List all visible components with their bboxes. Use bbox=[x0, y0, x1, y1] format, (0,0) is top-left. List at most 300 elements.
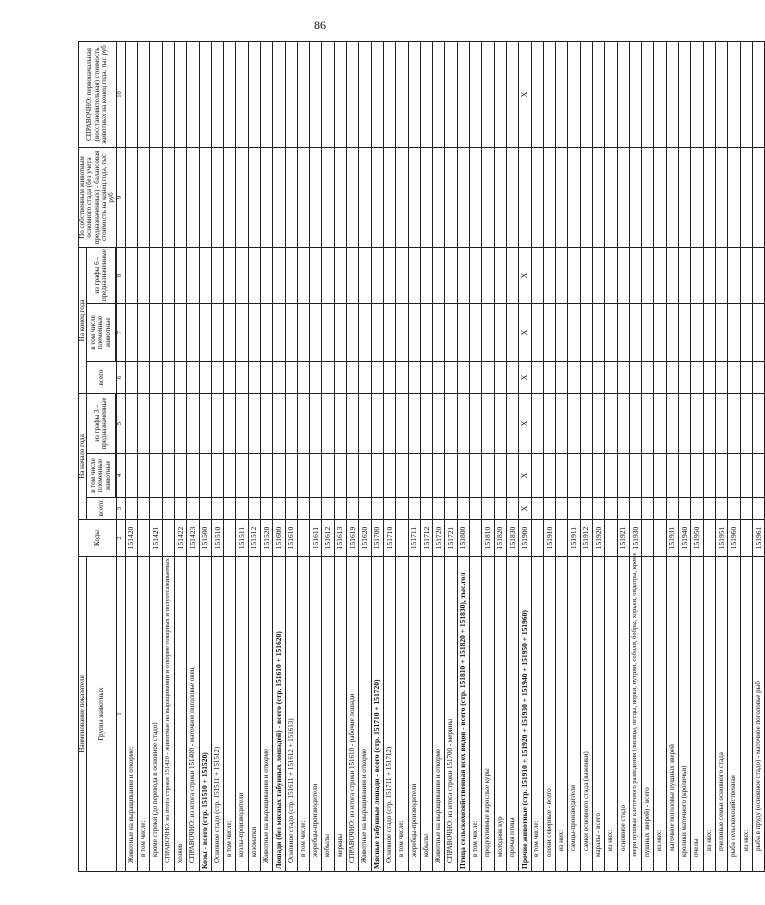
value-cell bbox=[396, 303, 408, 361]
value-cell bbox=[248, 453, 260, 497]
row-label: СПРАВОЧНО: из итога строки 151420 - животные на выращивании и откорме товарных и полуотсаживаемых bbox=[162, 556, 174, 871]
table-row bbox=[396, 41, 408, 871]
value-cell bbox=[740, 393, 752, 453]
value-cell bbox=[420, 453, 432, 497]
value-cell bbox=[580, 247, 592, 303]
value-cell bbox=[187, 361, 199, 393]
row-code bbox=[605, 519, 617, 556]
value-cell bbox=[605, 41, 617, 147]
table-row bbox=[347, 41, 359, 871]
value-cell bbox=[506, 361, 518, 393]
value-cell bbox=[297, 497, 309, 519]
value-cell bbox=[297, 393, 309, 453]
row-code bbox=[224, 519, 236, 556]
value-cell bbox=[445, 497, 457, 519]
table-area bbox=[78, 42, 763, 872]
row-label: в том числе: bbox=[531, 556, 543, 871]
value-cell bbox=[383, 361, 395, 393]
value-cell bbox=[543, 497, 555, 519]
row-label: из них: bbox=[605, 556, 617, 871]
value-cell bbox=[334, 303, 346, 361]
row-label: из них: bbox=[654, 556, 666, 871]
value-cell bbox=[752, 147, 764, 247]
value-cell bbox=[433, 453, 445, 497]
row-label: в том числе: bbox=[470, 556, 482, 871]
value-cell bbox=[138, 303, 150, 361]
row-label: жеребцы-производители bbox=[408, 556, 420, 871]
row-label: СПРАВОЧНО: из итога строки 151400 - маточное поголовье овец bbox=[187, 556, 199, 871]
row-code: 151920 bbox=[593, 519, 605, 556]
value-cell bbox=[150, 247, 162, 303]
value-cell bbox=[174, 361, 186, 393]
row-label: Прочие животные (стр. 151910 + 151920 + 151930 + 151940 + 151950 + 151960) bbox=[519, 556, 531, 871]
value-cell bbox=[199, 497, 211, 519]
value-cell bbox=[482, 41, 494, 147]
value-cell bbox=[334, 41, 346, 147]
value-cell bbox=[138, 453, 150, 497]
table-row bbox=[150, 41, 162, 871]
table-row bbox=[248, 41, 260, 871]
value-cell bbox=[347, 147, 359, 247]
value-cell bbox=[642, 361, 654, 393]
value-cell bbox=[371, 361, 383, 393]
value-cell bbox=[371, 453, 383, 497]
value-cell bbox=[162, 147, 174, 247]
value-cell bbox=[691, 361, 703, 393]
row-code: 151511 bbox=[236, 519, 248, 556]
value-cell bbox=[629, 453, 641, 497]
value-cell bbox=[125, 303, 137, 361]
value-cell bbox=[408, 41, 420, 147]
value-cell bbox=[715, 247, 727, 303]
value-cell bbox=[359, 247, 371, 303]
value-cell bbox=[273, 453, 285, 497]
value-cell bbox=[199, 453, 211, 497]
value-cell bbox=[211, 147, 223, 247]
page-number: 86 bbox=[314, 18, 326, 32]
value-cell bbox=[617, 497, 629, 519]
value-cell bbox=[211, 393, 223, 453]
value-cell bbox=[199, 41, 211, 147]
value-cell bbox=[629, 393, 641, 453]
value-cell bbox=[482, 303, 494, 361]
value-cell bbox=[162, 41, 174, 147]
value-cell bbox=[199, 247, 211, 303]
value-cell bbox=[482, 247, 494, 303]
value-cell bbox=[150, 303, 162, 361]
row-code: 151620 bbox=[359, 519, 371, 556]
value-cell bbox=[322, 497, 334, 519]
value-cell bbox=[359, 147, 371, 247]
value-cell bbox=[617, 393, 629, 453]
col-number: 5 bbox=[116, 393, 125, 453]
table-row bbox=[654, 41, 666, 871]
value-cell bbox=[199, 361, 211, 393]
indicator-header: Наименование показателя bbox=[79, 556, 87, 871]
value-cell bbox=[531, 247, 543, 303]
value-cell bbox=[556, 361, 568, 393]
rotated-table-wrapper bbox=[78, 42, 763, 872]
table-row bbox=[310, 41, 322, 871]
value-cell bbox=[752, 361, 764, 393]
value-cell: X bbox=[519, 361, 531, 393]
table-row bbox=[174, 41, 186, 871]
value-cell bbox=[297, 453, 309, 497]
value-cell bbox=[568, 303, 580, 361]
value-cell bbox=[679, 247, 691, 303]
value-cell bbox=[605, 303, 617, 361]
table-row bbox=[187, 41, 199, 871]
row-code: 151950 bbox=[691, 519, 703, 556]
value-cell bbox=[285, 393, 297, 453]
row-code: 151520 bbox=[260, 519, 272, 556]
value-cell bbox=[408, 361, 420, 393]
value-cell bbox=[187, 41, 199, 147]
value-cell bbox=[224, 41, 236, 147]
row-label: прочая птица bbox=[506, 556, 518, 871]
value-cell bbox=[445, 247, 457, 303]
row-code bbox=[703, 519, 715, 556]
value-cell bbox=[162, 453, 174, 497]
value-cell bbox=[629, 147, 641, 247]
value-cell bbox=[728, 303, 740, 361]
value-cell bbox=[556, 453, 568, 497]
row-label: козлы-производители bbox=[236, 556, 248, 871]
value-cell bbox=[568, 247, 580, 303]
value-cell bbox=[691, 497, 703, 519]
value-cell bbox=[420, 361, 432, 393]
row-code bbox=[556, 519, 568, 556]
table-row bbox=[457, 41, 469, 871]
value-cell bbox=[728, 147, 740, 247]
row-label: Козы - всего (стр. 151510 + 151520) bbox=[199, 556, 211, 871]
value-cell bbox=[248, 247, 260, 303]
table-row bbox=[703, 41, 715, 871]
value-cell bbox=[383, 303, 395, 361]
row-code: 151961 bbox=[752, 519, 764, 556]
value-cell bbox=[383, 453, 395, 497]
value-cell bbox=[125, 147, 137, 247]
table-row bbox=[543, 41, 555, 871]
value-cell bbox=[236, 393, 248, 453]
row-label: пчелы bbox=[691, 556, 703, 871]
row-code: 151612 bbox=[322, 519, 334, 556]
table-row bbox=[383, 41, 395, 871]
value-cell bbox=[457, 393, 469, 453]
row-label: звери пушные клеточного разведения (лисицы, песцы, норки, нутрии, соболи, бобры, хорьки, ондатры, кроме bbox=[629, 556, 641, 871]
table-row bbox=[679, 41, 691, 871]
value-cell bbox=[433, 41, 445, 147]
value-cell bbox=[494, 453, 506, 497]
value-cell bbox=[482, 393, 494, 453]
value-cell bbox=[666, 247, 678, 303]
value-cell bbox=[347, 497, 359, 519]
value-cell bbox=[457, 247, 469, 303]
value-cell bbox=[691, 303, 703, 361]
row-label: Основное стадо (стр. 151711 + 151712) bbox=[383, 556, 395, 871]
table-row bbox=[138, 41, 150, 871]
table-row bbox=[629, 41, 641, 871]
value-cell bbox=[285, 247, 297, 303]
value-cell bbox=[125, 247, 137, 303]
value-cell bbox=[260, 303, 272, 361]
table-row bbox=[285, 41, 297, 871]
row-label: рыба сельскохозяйственная bbox=[728, 556, 740, 871]
value-cell bbox=[728, 41, 740, 147]
value-cell bbox=[187, 147, 199, 247]
value-cell bbox=[629, 247, 641, 303]
table-row bbox=[470, 41, 482, 871]
row-code: 151820 bbox=[494, 519, 506, 556]
row-label: Животные на выращивании и откорме bbox=[433, 556, 445, 871]
value-cell bbox=[347, 393, 359, 453]
value-cell bbox=[322, 361, 334, 393]
value-cell bbox=[482, 147, 494, 247]
table-row bbox=[420, 41, 432, 871]
value-cell bbox=[187, 497, 199, 519]
value-cell bbox=[285, 453, 297, 497]
value-cell bbox=[531, 497, 543, 519]
value-cell bbox=[445, 41, 457, 147]
table-row bbox=[752, 41, 764, 871]
value-cell bbox=[273, 393, 285, 453]
row-code: 151720 bbox=[433, 519, 445, 556]
value-cell bbox=[556, 303, 568, 361]
value-cell bbox=[556, 247, 568, 303]
value-cell bbox=[629, 303, 641, 361]
value-cell bbox=[138, 497, 150, 519]
col-number: 8 bbox=[116, 247, 125, 303]
value-cell bbox=[494, 247, 506, 303]
row-label: Мясные табунные лошади - всего (стр. 151710 + 151720) bbox=[371, 556, 383, 871]
value-cell bbox=[752, 497, 764, 519]
row-label: самцы-производители bbox=[568, 556, 580, 871]
value-cell bbox=[420, 303, 432, 361]
row-label: в том числе: bbox=[224, 556, 236, 871]
value-cell bbox=[322, 453, 334, 497]
value-cell bbox=[691, 393, 703, 453]
value-cell bbox=[703, 497, 715, 519]
value-cell bbox=[494, 303, 506, 361]
value-cell bbox=[605, 147, 617, 247]
value-cell bbox=[519, 147, 531, 247]
table-row bbox=[740, 41, 752, 871]
value-cell bbox=[433, 303, 445, 361]
value-cell bbox=[433, 393, 445, 453]
row-label: хозяев bbox=[174, 556, 186, 871]
value-cell bbox=[605, 247, 617, 303]
value-cell bbox=[543, 147, 555, 247]
value-cell bbox=[740, 247, 752, 303]
value-cell bbox=[347, 361, 359, 393]
row-label: молодняк кур bbox=[494, 556, 506, 871]
col-number: 7 bbox=[116, 303, 125, 361]
value-cell bbox=[728, 247, 740, 303]
value-cell bbox=[715, 453, 727, 497]
value-cell bbox=[531, 41, 543, 147]
value-cell bbox=[322, 247, 334, 303]
value-cell bbox=[666, 497, 678, 519]
row-code: 151710 bbox=[383, 519, 395, 556]
value-cell bbox=[654, 497, 666, 519]
value-cell bbox=[334, 497, 346, 519]
value-cell bbox=[150, 393, 162, 453]
value-cell bbox=[642, 393, 654, 453]
value-cell bbox=[248, 41, 260, 147]
value-cell bbox=[334, 361, 346, 393]
table-row bbox=[605, 41, 617, 871]
table-row bbox=[506, 41, 518, 871]
value-cell bbox=[531, 147, 543, 247]
value-cell bbox=[593, 147, 605, 247]
value-cell: X bbox=[519, 497, 531, 519]
value-cell bbox=[568, 41, 580, 147]
row-label: кроме строки (до перевода в основное стадо) bbox=[150, 556, 162, 871]
value-cell bbox=[248, 393, 260, 453]
value-cell bbox=[162, 247, 174, 303]
value-cell bbox=[408, 393, 420, 453]
row-code: 151422 bbox=[174, 519, 186, 556]
value-cell bbox=[654, 303, 666, 361]
value-cell bbox=[654, 361, 666, 393]
row-label: в том числе: bbox=[297, 556, 309, 871]
value-cell bbox=[691, 147, 703, 247]
value-cell bbox=[642, 247, 654, 303]
value-cell bbox=[408, 147, 420, 247]
value-cell bbox=[138, 361, 150, 393]
row-label: продуктивные взрослые куры bbox=[482, 556, 494, 871]
value-cell bbox=[752, 247, 764, 303]
table-row bbox=[371, 41, 383, 871]
value-cell bbox=[568, 393, 580, 453]
value-cell bbox=[445, 147, 457, 247]
value-cell bbox=[211, 497, 223, 519]
value-cell bbox=[150, 497, 162, 519]
column-numbers-row bbox=[116, 41, 125, 871]
value-cell bbox=[470, 41, 482, 147]
value-cell bbox=[543, 303, 555, 361]
value-cell bbox=[543, 361, 555, 393]
value-cell bbox=[383, 497, 395, 519]
value-cell bbox=[420, 41, 432, 147]
value-cell bbox=[322, 303, 334, 361]
value-cell bbox=[433, 497, 445, 519]
value-cell bbox=[150, 361, 162, 393]
row-label: рыба в пруду (основное стадо) - маточное поголовье рыб bbox=[752, 556, 764, 871]
value-cell bbox=[162, 497, 174, 519]
value-cell bbox=[297, 147, 309, 247]
value-cell bbox=[740, 147, 752, 247]
row-label: кролики маточного (кроличьи) bbox=[679, 556, 691, 871]
value-cell bbox=[334, 453, 346, 497]
row-code: 151900 bbox=[519, 519, 531, 556]
value-cell bbox=[396, 497, 408, 519]
value-cell bbox=[150, 453, 162, 497]
value-cell bbox=[556, 41, 568, 147]
value-cell bbox=[494, 361, 506, 393]
row-code: 151600 bbox=[273, 519, 285, 556]
value-cell bbox=[322, 147, 334, 247]
value-cell bbox=[679, 147, 691, 247]
value-cell bbox=[420, 497, 432, 519]
value-cell bbox=[617, 147, 629, 247]
row-label: самки основного стада (важенки) bbox=[580, 556, 592, 871]
value-cell bbox=[285, 147, 297, 247]
value-cell bbox=[236, 41, 248, 147]
col-number: 4 bbox=[116, 453, 125, 497]
value-cell bbox=[310, 497, 322, 519]
value-cell bbox=[666, 361, 678, 393]
value-cell bbox=[224, 361, 236, 393]
value-cell bbox=[556, 497, 568, 519]
table-row bbox=[359, 41, 371, 871]
value-cell bbox=[728, 393, 740, 453]
row-label: Лошади (без мясных табунных лошадей) - всего (стр. 151610 + 151620) bbox=[273, 556, 285, 871]
value-cell bbox=[506, 497, 518, 519]
value-cell bbox=[359, 497, 371, 519]
value-cell bbox=[420, 247, 432, 303]
row-code: 151912 bbox=[580, 519, 592, 556]
value-cell bbox=[174, 147, 186, 247]
value-cell bbox=[248, 497, 260, 519]
value-cell bbox=[396, 393, 408, 453]
row-code: 151421 bbox=[150, 519, 162, 556]
value-cell bbox=[457, 453, 469, 497]
col-number: 10 bbox=[116, 41, 125, 147]
value-cell bbox=[297, 247, 309, 303]
value-cell bbox=[359, 393, 371, 453]
col-number: 9 bbox=[116, 147, 125, 247]
value-cell bbox=[666, 453, 678, 497]
row-label: Основное стадо (стр. 151511 + 151512) bbox=[211, 556, 223, 871]
value-cell bbox=[260, 393, 272, 453]
table-row bbox=[199, 41, 211, 871]
value-cell bbox=[322, 41, 334, 147]
value-cell bbox=[199, 393, 211, 453]
row-code bbox=[138, 519, 150, 556]
value-cell bbox=[568, 497, 580, 519]
value-cell bbox=[506, 247, 518, 303]
value-cell bbox=[150, 147, 162, 247]
value-cell bbox=[531, 453, 543, 497]
value-cell bbox=[752, 393, 764, 453]
row-label: из них: bbox=[740, 556, 752, 871]
value-cell bbox=[236, 453, 248, 497]
row-label: козоматки bbox=[248, 556, 260, 871]
value-cell bbox=[408, 497, 420, 519]
value-cell bbox=[593, 303, 605, 361]
end-header: На конец года bbox=[79, 247, 87, 393]
value-cell bbox=[703, 147, 715, 247]
row-code bbox=[297, 519, 309, 556]
value-cell bbox=[383, 147, 395, 247]
value-cell bbox=[334, 393, 346, 453]
row-label: основное стадо bbox=[617, 556, 629, 871]
row-code: 151613 bbox=[334, 519, 346, 556]
value-cell bbox=[580, 41, 592, 147]
value-cell bbox=[629, 497, 641, 519]
value-cell bbox=[605, 497, 617, 519]
value-cell: X bbox=[519, 393, 531, 453]
row-code: 151619 bbox=[347, 519, 359, 556]
value-cell bbox=[740, 497, 752, 519]
row-code bbox=[531, 519, 543, 556]
value-cell bbox=[420, 393, 432, 453]
value-cell bbox=[580, 497, 592, 519]
value-cell bbox=[605, 453, 617, 497]
start-total-header: всего bbox=[87, 497, 116, 519]
value-cell bbox=[740, 41, 752, 147]
